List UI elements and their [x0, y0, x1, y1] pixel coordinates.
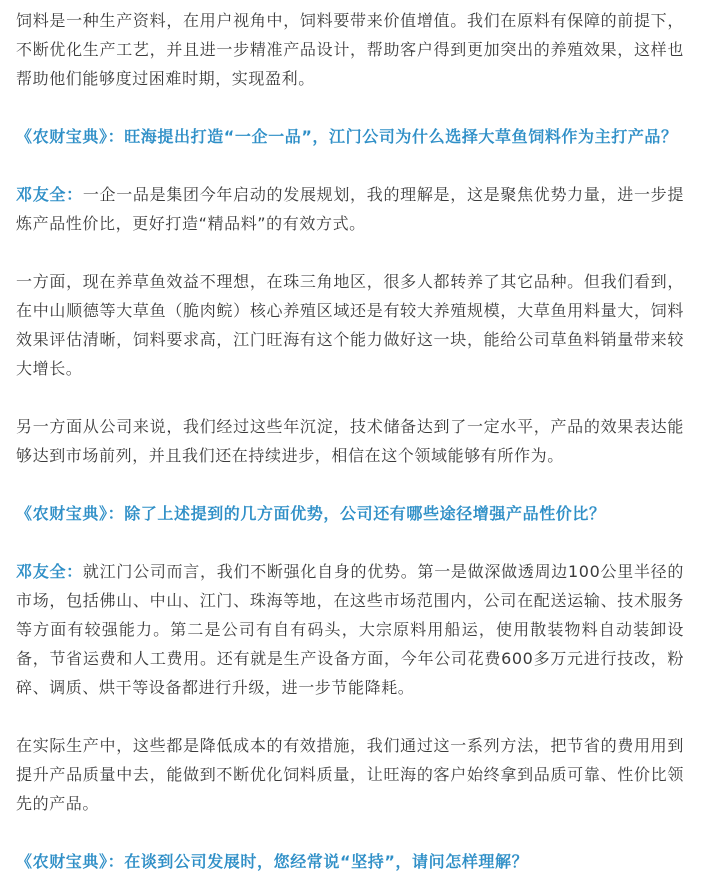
question-persistence: 《农财宝典》：在谈到公司发展时，您经常说“坚持”，请问怎样理解？	[16, 852, 529, 871]
question-cost-performance: 《农财宝典》：除了上述提到的几方面优势，公司还有哪些途径增强产品性价比？	[16, 504, 606, 523]
speaker-label: 邓友全：	[16, 185, 83, 204]
paragraph-spacer	[16, 93, 684, 122]
paragraph-spacer	[16, 470, 684, 499]
paragraph-market-reason: 一方面，现在养草鱼效益不理想，在珠三角地区，很多人都转养了其它品种。但我们看到，在中山顺德等大草鱼（脆肉鲩）核心养殖区域还是有较大养殖规模，大草鱼用料量大，饲料效果评估清晰，饲料要求高，江门旺海有这个能力做好这一块，能给公司草鱼料销量带来较大增长。	[16, 272, 684, 378]
paragraph-spacer	[16, 238, 684, 267]
question-one-key-product: 《农财宝典》：旺海提出打造“一企一品”，江门公司为什么选择大草鱼饲料作为主打产品？	[16, 127, 678, 146]
answer-text: 一企一品是集团今年启动的发展规划，我的理解是，这是聚焦优势力量，进一步提炼产品性价比，更好打造“精品料”的有效方式。	[16, 185, 684, 233]
paragraph-spacer	[16, 528, 684, 557]
paragraph-spacer	[16, 383, 684, 412]
paragraph-intro: 饲料是一种生产资料，在用户视角中，饲料要带来价值增值。我们在原料有保障的前提下， 不断优化生产工艺，并且进一步精准产品设计，帮助客户得到更加突出的养殖效果，这样也帮助他们能够度过困难时期，实现盈利。	[16, 11, 684, 88]
paragraph-tech-reserve: 另一方面从公司来说，我们经过这些年沉淀，技术储备达到了一定水平，产品的效果表达能够达到市场前列，并且我们还在持续进步，相信在这个领域能够有所作为。	[16, 417, 684, 465]
answer-text: 就江门公司而言，我们不断强化自身的优势。第一是做深做透周边100公里半径的市场，包括佛山、中山、江门、珠海等地，在这些市场范围内，公司在配送运输、技术服务等方面有较强能力。第二是公司有自有码头，大宗原料用船运，使用散装物料自动装卸设备，节省运费和人工费用。还有就是生产设备方面，今年公司花费600多万元进行技改，粉碎、调质、烘干等设备都进行升级，进一步节能降耗。	[16, 562, 684, 697]
paragraph-spacer	[16, 702, 684, 731]
answer-cost-performance	[16, 557, 684, 702]
answer-one-key-product	[16, 180, 684, 238]
paragraph-cost-reduction: 在实际生产中，这些都是降低成本的有效措施，我们通过这一系列方法，把节省的费用用到提升产品质量中去，能做到不断优化饲料质量，让旺海的客户始终拿到品质可靠、性价比领先的产品。	[16, 736, 684, 813]
speaker-label: 邓友全：	[16, 562, 83, 581]
paragraph-spacer	[16, 151, 684, 180]
paragraph-spacer	[16, 818, 684, 847]
